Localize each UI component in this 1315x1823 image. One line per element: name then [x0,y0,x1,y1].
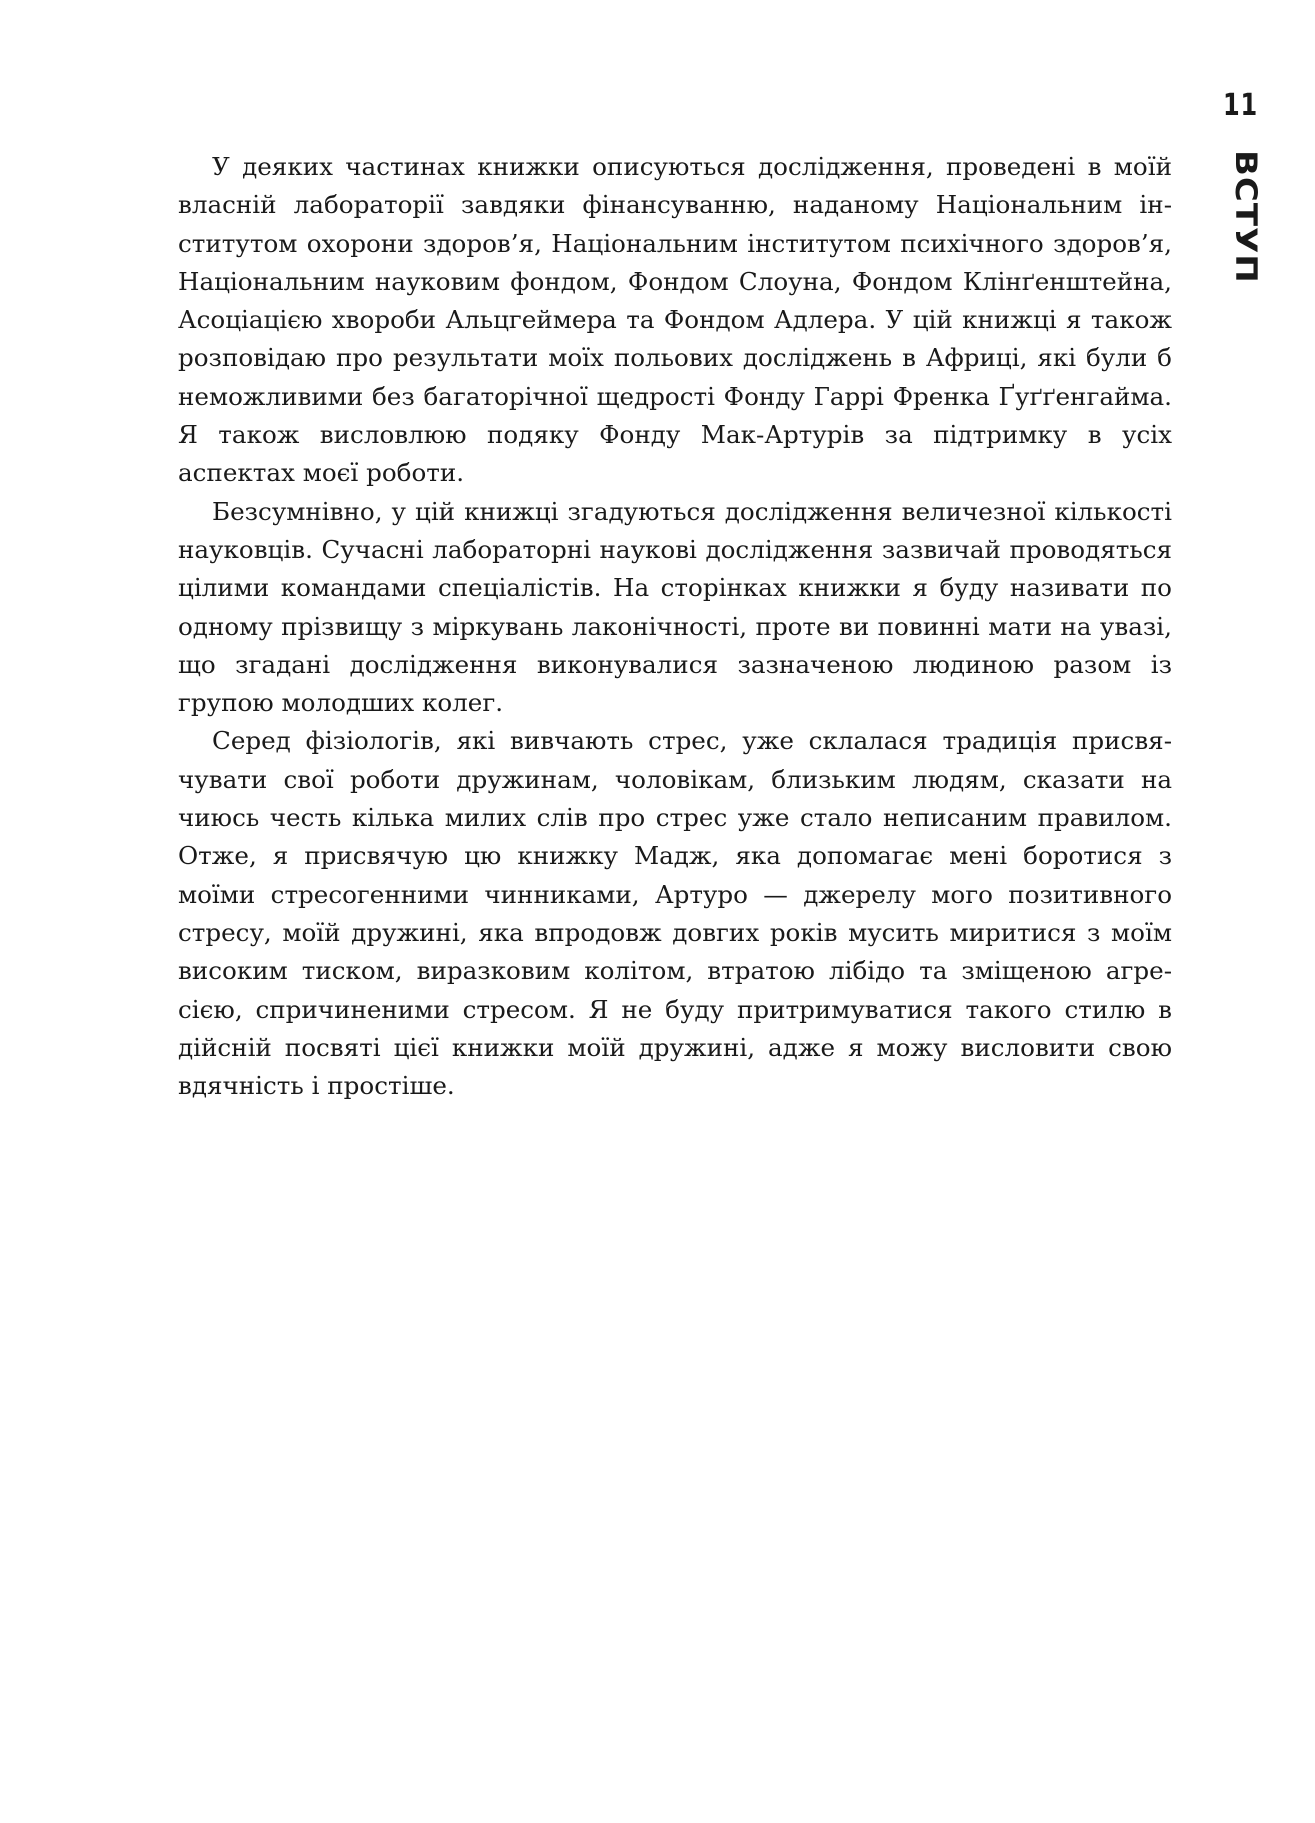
paragraph-dedication: Серед фізіологів, які вивчають стрес, уже склалася традиція присвячувати свої роботи дружинам, чоловікам, близьким людям, сказати на чиюсь честь кілька милих слів про стрес уже стало неписаним правилом. Отже, я присвячую цю книжку Мадж, яка допомагає мені боротися з моїми стресогенними чинниками, Артуро — джерелу мого позитивного стресу, моїй дружині, яка впродовж довгих років мусить миритися з моїм високим тиском, виразковим колітом, втратою лібідо та зміщеною агресією, спричиненими стресом. Я не буду притримуватися такого стилю в дійсній посвяті цієї книжки моїй дружині, адже я можу висловити свою вдячність і простіше. [178,726,1172,1101]
body-text [178,148,1172,1105]
paragraph-acknowledgements: У деяких частинах книжки описуються дослідження, проведені в моїй власній лабораторії завдяки фінансуванню, наданому Національним інститутом охорони здоров’я, Національним інститутом психічного здоров’я, Національним науковим фондом, Фондом Слоуна, Фондом Клінґенштейна, Асоціацією хвороби Альцгеймера та Фондом Адлера. У цій книжці я також розповідаю про результати моїх польових досліджень в Африці, які були б неможливими без багаторічної щедрості Фонду Гаррі Френка Ґуґґенгайма. Я також висловлюю подяку Фонду Мак-Артурів за підтримку в усіх аспектах моєї роботи. [178,152,1172,488]
page-number: 11 [1223,88,1258,123]
paragraph-researchers: Безсумнівно, у цій книжці згадуються дослідження величезної кількості науковців. Сучасні лабораторні наукові дослідження зазвичай проводяться цілими командами спеціалістів. На сторінках книжки я буду називати по одному прізвищу з міркувань лаконічності, проте ви повинні мати на увазі, що згадані дослідження виконувалися зазначеною людиною разом із групою молодших колег. [178,496,1172,718]
section-label: ВСТУП [1228,150,1263,284]
